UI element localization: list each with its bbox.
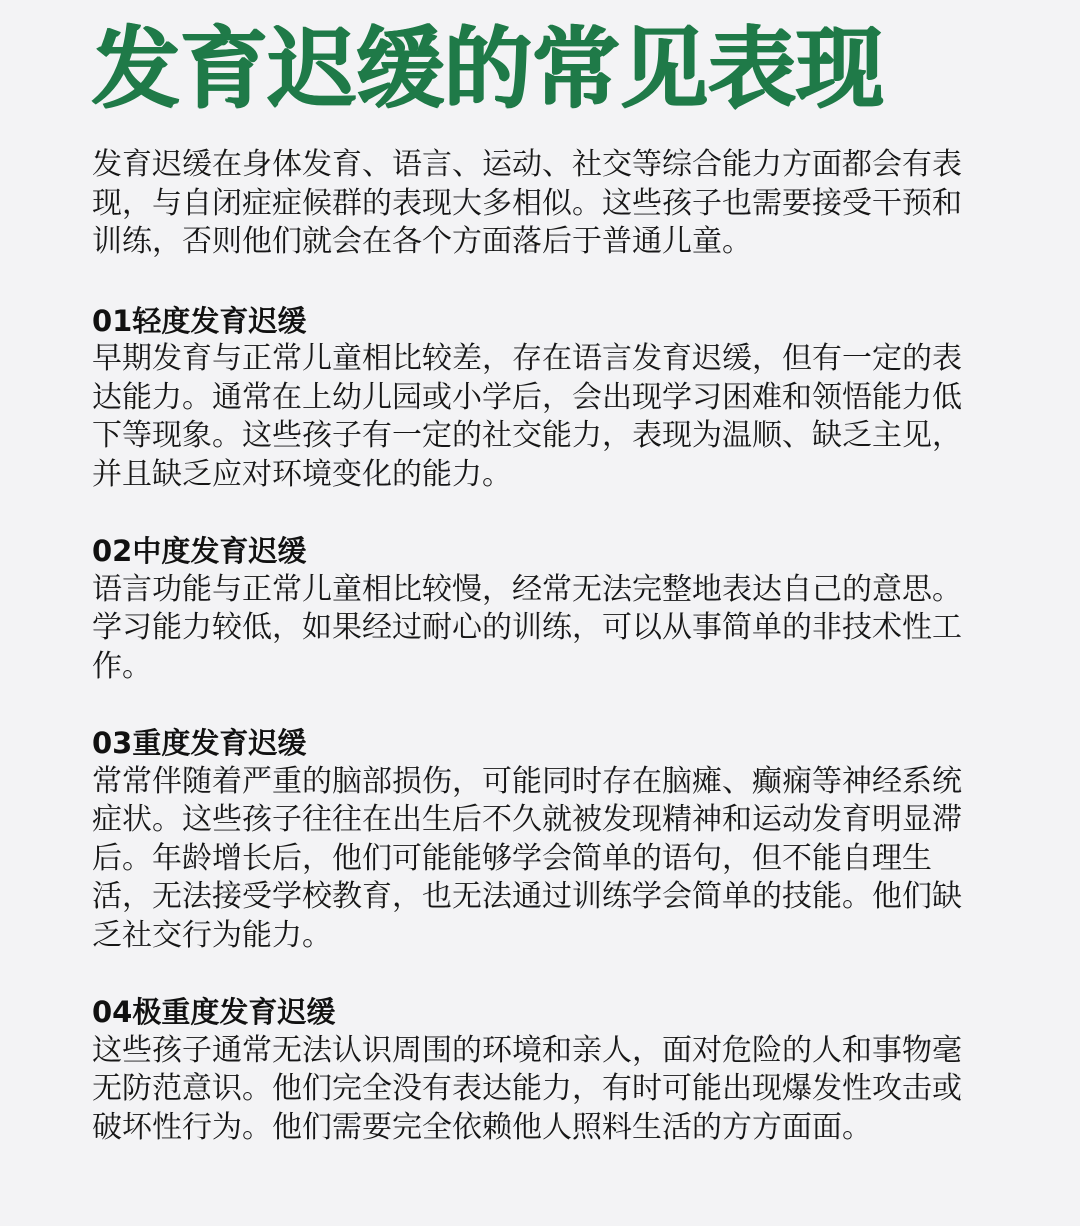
section-body: 早期发育与正常儿童相比较差，存在语言发育迟缓，但有一定的表达能力。通常在上幼儿园或小学后，会出现学习困难和领悟能力低下等现象。这些孩子有一定的社交能力，表现为温顺、缺乏主见，并且缺乏应对环境变化的能力。 — [92, 341, 962, 492]
article-content — [92, 146, 984, 1185]
section-profound — [92, 993, 984, 1147]
section-mild — [92, 302, 984, 495]
section-heading: 01轻度发育迟缓 — [92, 303, 307, 338]
section-severe — [92, 724, 984, 955]
section-heading: 03重度发育迟缓 — [92, 726, 307, 760]
section-moderate — [92, 532, 984, 686]
section-body: 语言功能与正常儿童相比较慢，经常无法完整地表达自己的意思。学习能力较低，如果经过耐心的训练，可以从事简单的非技术性工作。 — [92, 571, 962, 684]
intro-paragraph: 发育迟缓在身体发育、语言、运动、社交等综合能力方面都会有表现，与自闭症症候群的表现大多相似。这些孩子也需要接受干预和训练，否则他们就会在各个方面落后于普通儿童。 — [92, 147, 962, 259]
section-heading: 02中度发育迟缓 — [92, 534, 307, 568]
section-body: 常常伴随着严重的脑部损伤，可能同时存在脑瘫、癫痫等神经系统症状。这些孩子往往在出生后不久就被发现精神和运动发育明显滞后。年龄增长后，他们可能能够学会简单的语句，但不能自理生活，无法接受学校教育，也无法通过训练学会简单的技能。他们缺乏社交行为能力。 — [92, 763, 962, 953]
section-body: 这些孩子通常无法认识周围的环境和亲人，面对危险的人和事物毫无防范意识。他们完全没有表达能力，有时可能出现爆发性攻击或破坏性行为。他们需要完全依赖他人照料生活的方方面面。 — [92, 1032, 962, 1145]
page-title: 发育迟缓的常见表现 — [92, 17, 885, 120]
section-heading: 04极重度发育迟缓 — [92, 995, 336, 1029]
